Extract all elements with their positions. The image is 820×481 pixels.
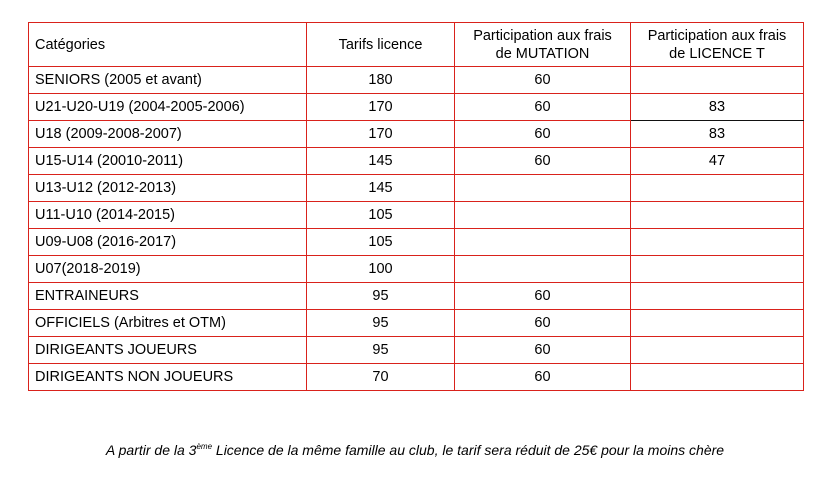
header-categories <box>29 23 307 67</box>
cell-frais-mutation <box>455 256 631 283</box>
header-categories-line-1: Catégories <box>35 36 106 53</box>
cell-frais-licence-t: 83 <box>631 121 804 148</box>
header-mutation-line-1: Participation aux frais <box>473 27 612 44</box>
cell-categorie: U09-U08 (2016-2017) <box>29 229 307 256</box>
cell-tarif-licence: 95 <box>307 283 455 310</box>
header-participation-mutation <box>455 23 631 67</box>
table-row <box>29 94 804 121</box>
header-tarifs-licence <box>307 23 455 67</box>
table-row <box>29 283 804 310</box>
cell-frais-mutation: 60 <box>455 121 631 148</box>
header-licence-t-line-2: de LICENCE T <box>669 45 765 62</box>
cell-frais-licence-t <box>631 256 804 283</box>
cell-frais-licence-t <box>631 337 804 364</box>
header-participation-licence-t <box>631 23 804 67</box>
cell-frais-licence-t <box>631 364 804 391</box>
note-text-end: Licence de la même famille au club, le tarif sera réduit de 25€ pour la moins chère <box>212 442 725 458</box>
table-row <box>29 337 804 364</box>
cell-tarif-licence: 105 <box>307 229 455 256</box>
cell-frais-mutation <box>455 229 631 256</box>
table-row <box>29 229 804 256</box>
cell-tarif-licence: 100 <box>307 256 455 283</box>
cell-frais-mutation: 60 <box>455 310 631 337</box>
cell-tarif-licence: 180 <box>307 67 455 94</box>
table-row <box>29 121 804 148</box>
cell-tarif-licence: 145 <box>307 175 455 202</box>
cell-categorie: U15-U14 (20010-2011) <box>29 148 307 175</box>
cell-categorie: DIRIGEANTS JOUEURS <box>29 337 307 364</box>
header-mutation-line-2: de MUTATION <box>495 45 590 62</box>
cell-frais-mutation: 60 <box>455 67 631 94</box>
table-row <box>29 310 804 337</box>
cell-tarif-licence: 105 <box>307 202 455 229</box>
header-row <box>29 23 804 67</box>
cell-tarif-licence: 70 <box>307 364 455 391</box>
header-tarifs-licence-line-1: Tarifs licence <box>338 36 423 53</box>
cell-frais-licence-t <box>631 229 804 256</box>
cell-frais-mutation: 60 <box>455 94 631 121</box>
note-text-start: A partir de la 3 <box>105 442 197 458</box>
header-licence-t-line-1: Participation aux frais <box>647 27 787 44</box>
cell-categorie: U11-U10 (2014-2015) <box>29 202 307 229</box>
cell-frais-mutation: 60 <box>455 148 631 175</box>
cell-tarif-licence: 170 <box>307 94 455 121</box>
cell-tarif-licence: 95 <box>307 310 455 337</box>
table-body <box>29 67 804 391</box>
cell-categorie: U18 (2009-2008-2007) <box>29 121 307 148</box>
table-row <box>29 148 804 175</box>
cell-frais-mutation <box>455 202 631 229</box>
reduction-note <box>0 442 820 458</box>
cell-categorie: U07(2018-2019) <box>29 256 307 283</box>
cell-categorie: DIRIGEANTS NON JOUEURS <box>29 364 307 391</box>
table-row <box>29 175 804 202</box>
cell-categorie: U13-U12 (2012-2013) <box>29 175 307 202</box>
cell-categorie: U21-U20-U19 (2004-2005-2006) <box>29 94 307 121</box>
note-superscript: ème <box>196 442 213 451</box>
cell-categorie: ENTRAINEURS <box>29 283 307 310</box>
cell-tarif-licence: 145 <box>307 148 455 175</box>
cell-frais-mutation: 60 <box>455 283 631 310</box>
cell-frais-licence-t <box>631 283 804 310</box>
cell-categorie: OFFICIELS (Arbitres et OTM) <box>29 310 307 337</box>
cell-categorie: SENIORS (2005 et avant) <box>29 67 307 94</box>
table-row <box>29 256 804 283</box>
cell-frais-mutation <box>455 175 631 202</box>
cell-tarif-licence: 170 <box>307 121 455 148</box>
cell-frais-mutation: 60 <box>455 364 631 391</box>
tarifs-table <box>28 22 804 391</box>
cell-frais-licence-t <box>631 310 804 337</box>
cell-frais-licence-t <box>631 67 804 94</box>
cell-frais-licence-t <box>631 202 804 229</box>
cell-frais-mutation: 60 <box>455 337 631 364</box>
cell-frais-licence-t: 83 <box>631 94 804 121</box>
table-row <box>29 202 804 229</box>
cell-tarif-licence: 95 <box>307 337 455 364</box>
cell-frais-licence-t <box>631 175 804 202</box>
table-row <box>29 364 804 391</box>
table-row <box>29 67 804 94</box>
table-header <box>29 23 804 67</box>
cell-frais-licence-t: 47 <box>631 148 804 175</box>
